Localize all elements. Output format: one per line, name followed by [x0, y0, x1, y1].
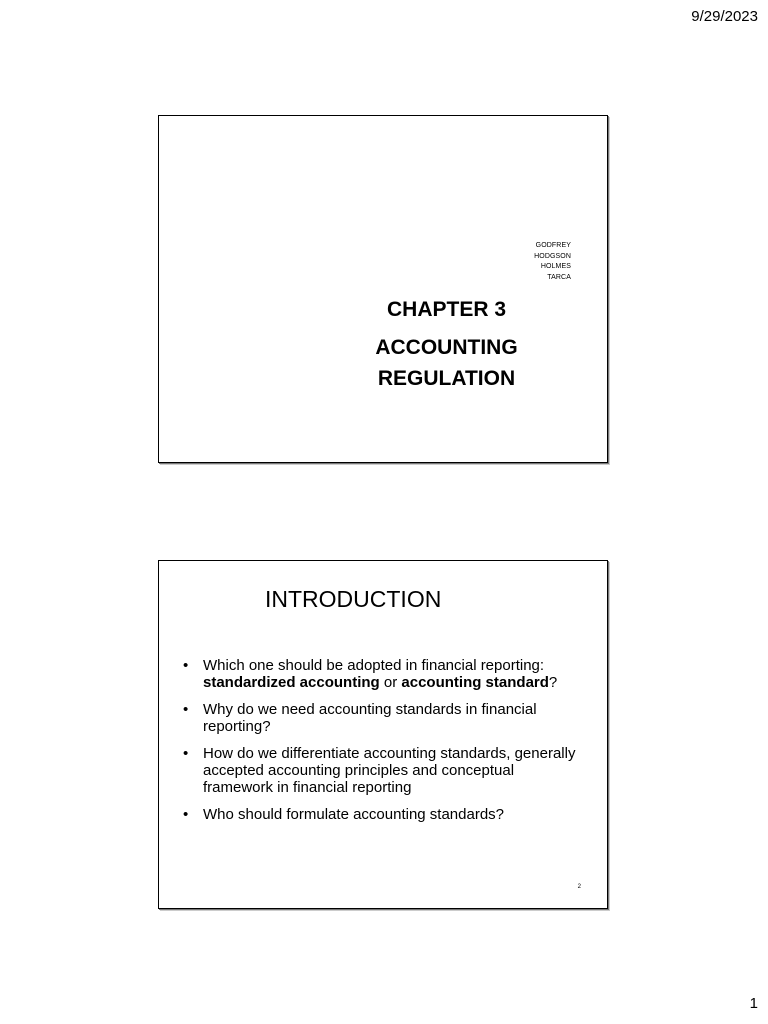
bullet-text: Which one should be adopted in financial reporting:: [203, 657, 545, 674]
bullet-item: • Who should formulate accounting standards?: [181, 806, 585, 823]
chapter-title-line: REGULATION: [377, 367, 516, 390]
author: HODGSON: [534, 252, 571, 260]
page-date: 9/29/2023: [691, 8, 758, 25]
chapter-number: CHAPTER 3: [386, 298, 507, 321]
chapter-title-line: ACCOUNTING: [375, 336, 518, 359]
bold-term: accounting standard: [401, 674, 549, 691]
slide-number: 2: [577, 884, 581, 890]
slide-introduction: [158, 560, 608, 909]
author: TARCA: [547, 273, 571, 281]
bullet-item: [181, 657, 585, 691]
bullet-list: [181, 657, 585, 833]
bullet-text: or: [379, 674, 402, 691]
bold-term: standardized accounting: [203, 674, 380, 691]
chapter-heading: [344, 297, 549, 394]
author-list: [534, 241, 571, 283]
author: GODFREY: [535, 242, 571, 249]
page-number: 1: [749, 995, 758, 1012]
slide-title: INTRODUCTION: [265, 586, 442, 612]
bullet-item: • How do we differentiate accounting standards, generally accepted accounting principles and conceptual framework in financial reporting: [181, 745, 585, 796]
slide-title: [158, 115, 608, 463]
bullet-item: • Why do we need accounting standards in financial reporting?: [181, 701, 585, 735]
bullet-text: ?: [548, 674, 558, 691]
author: HOLMES: [540, 263, 571, 270]
